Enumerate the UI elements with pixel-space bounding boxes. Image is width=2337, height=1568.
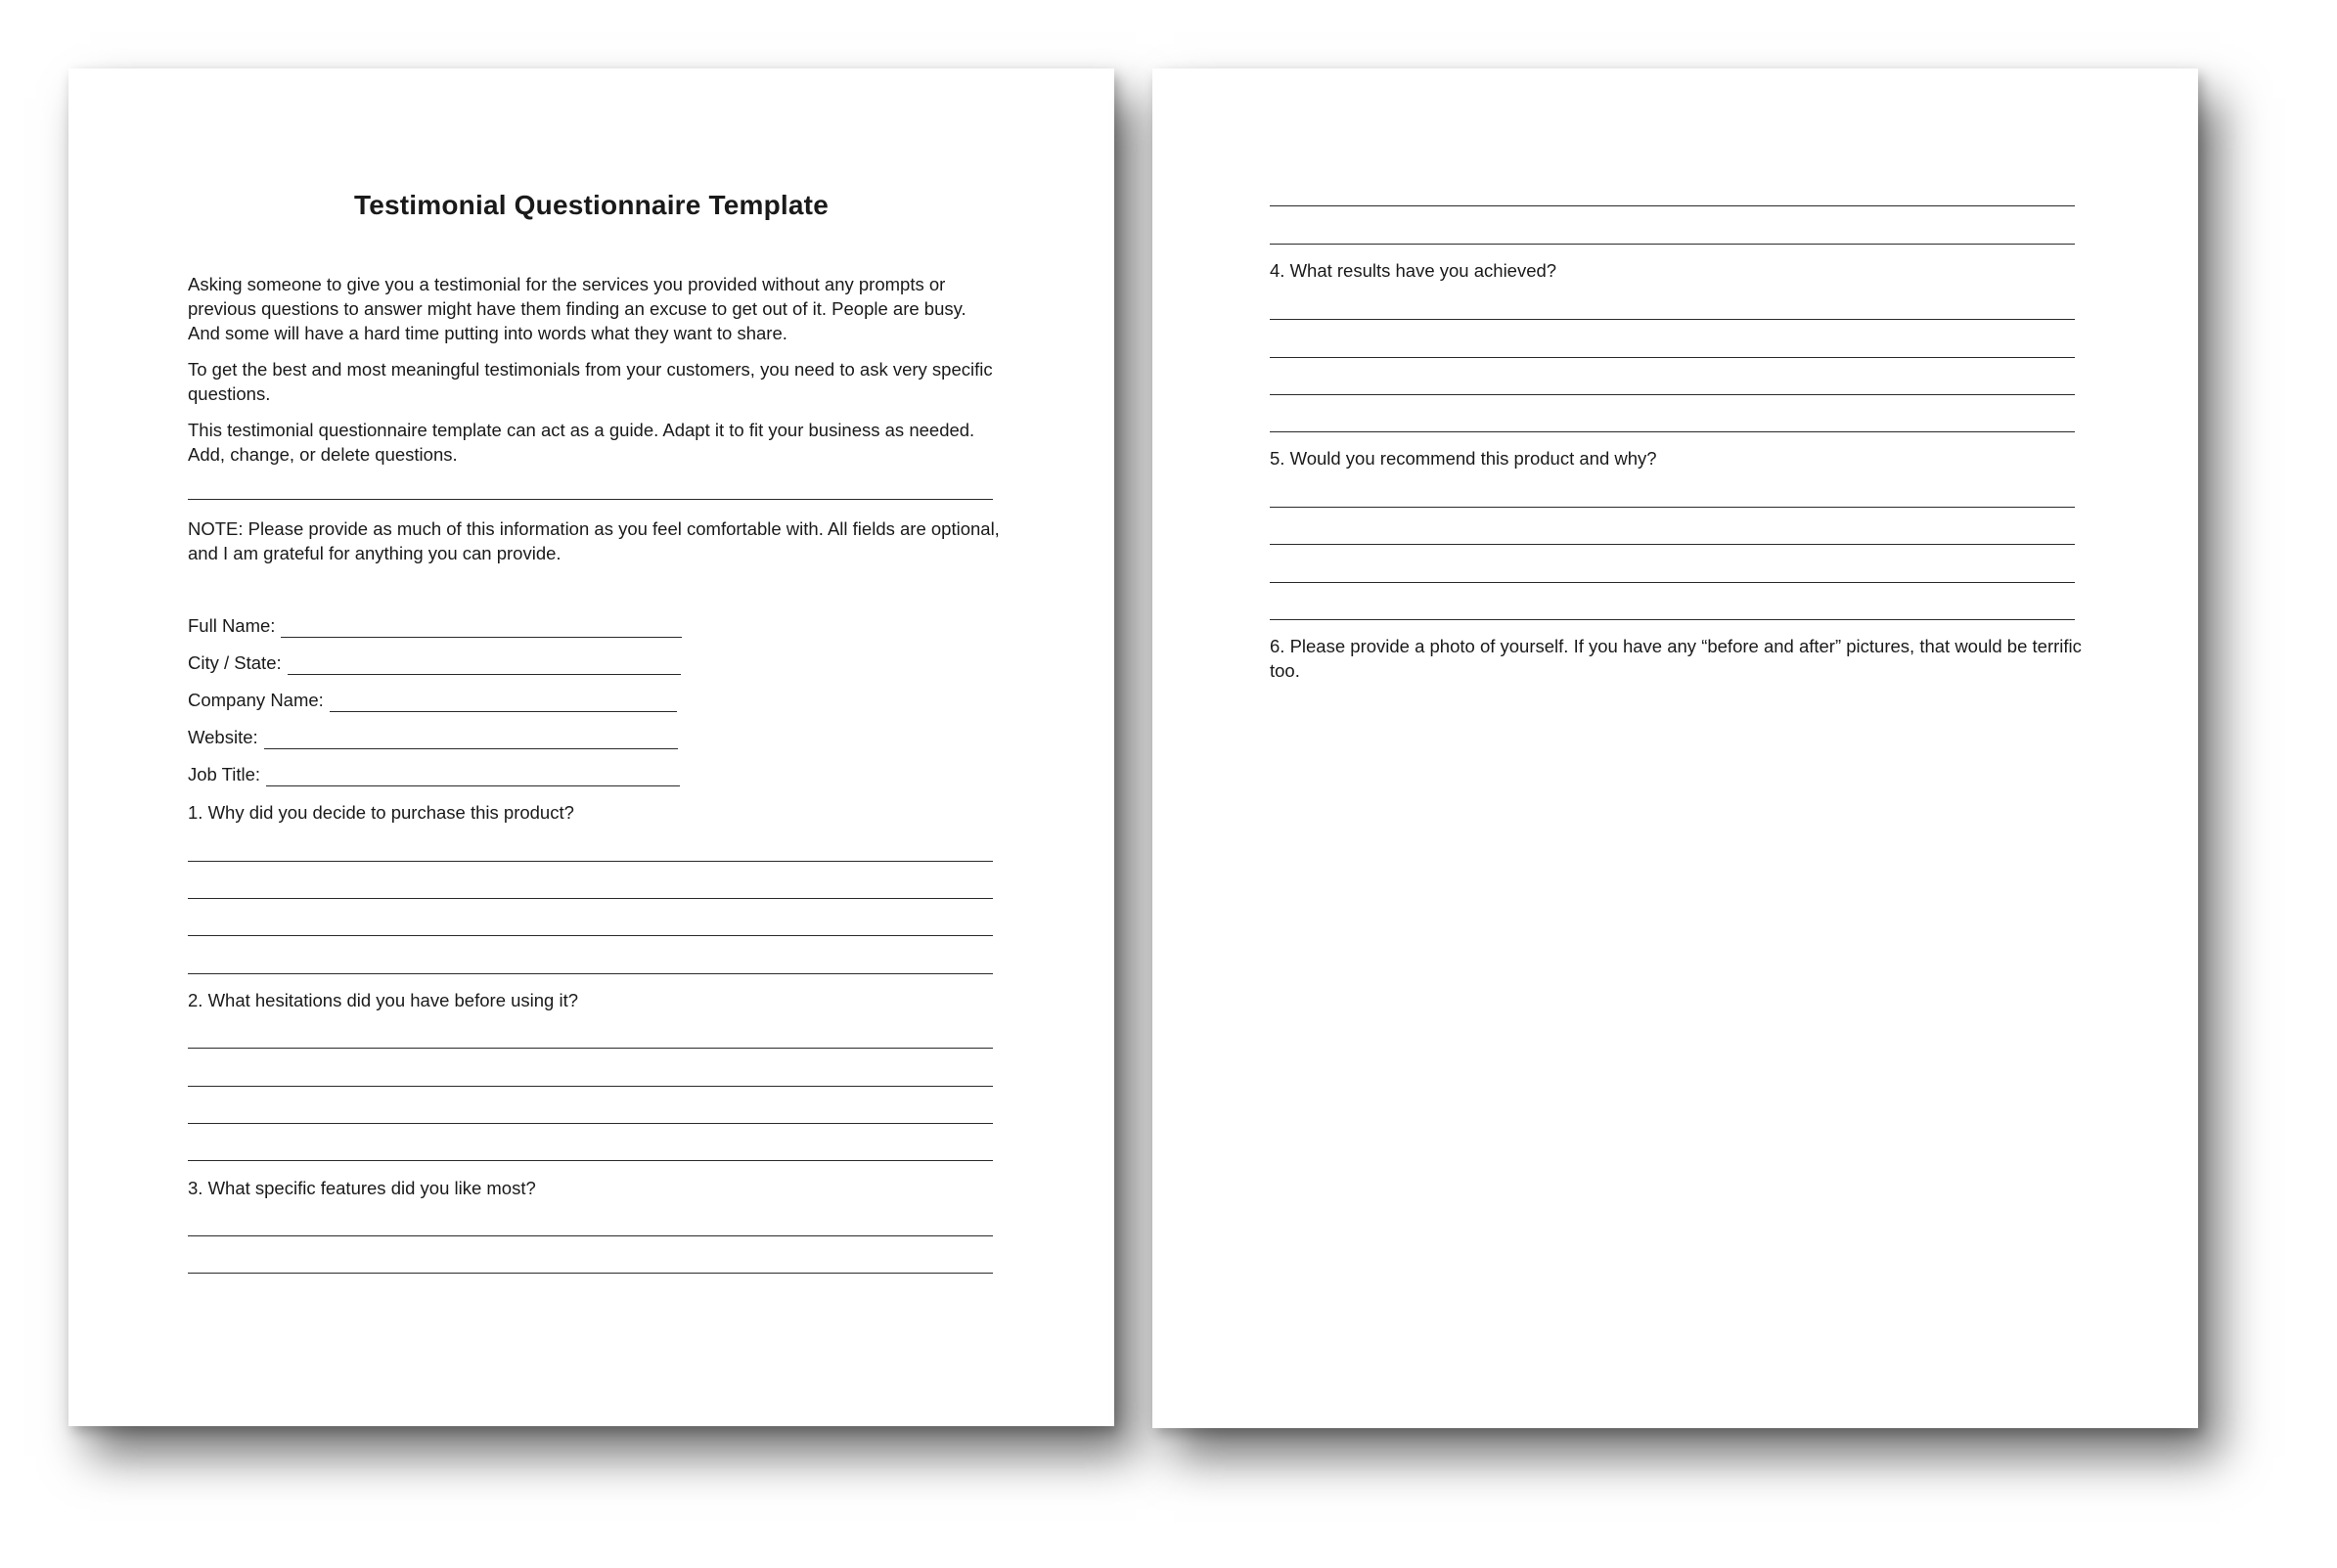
answer-line-q1-2[interactable] (188, 898, 993, 899)
job-title-blank[interactable] (266, 768, 680, 786)
job-title-label: Job Title: (188, 764, 261, 784)
website-label: Website: (188, 727, 258, 747)
answer-line-q3-3[interactable] (1270, 205, 2075, 206)
question-1: 1. Why did you decide to purchase this product? (188, 802, 574, 823)
document-title: Testimonial Questionnaire Template (354, 190, 829, 220)
answer-line-q1-4[interactable] (188, 973, 993, 974)
question-3: 3. What specific features did you like most? (188, 1178, 536, 1198)
job-title-field[interactable] (188, 763, 680, 786)
full-name-blank[interactable] (281, 619, 682, 638)
company-name-field[interactable] (188, 689, 677, 712)
company-name-blank[interactable] (330, 694, 677, 712)
document-page-1 (68, 68, 1114, 1426)
answer-line-q2-4[interactable] (188, 1160, 993, 1161)
website-field[interactable] (188, 726, 678, 749)
city-state-field[interactable] (188, 651, 681, 675)
city-state-blank[interactable] (288, 656, 681, 675)
company-name-label: Company Name: (188, 690, 324, 710)
section-divider (188, 499, 993, 500)
question-2: 2. What hesitations did you have before using it? (188, 990, 579, 1010)
intro-paragraph-2: To get the best and most meaningful testimonials from your customers, you need to ask very specific questions. (188, 359, 993, 404)
answer-line-q2-3[interactable] (188, 1123, 993, 1124)
document-page-2 (1152, 68, 2198, 1428)
answer-line-q4-4[interactable] (1270, 431, 2075, 432)
answer-line-q4-3[interactable] (1270, 394, 2075, 395)
answer-line-q1-3[interactable] (188, 935, 993, 936)
answer-line-q5-4[interactable] (1270, 619, 2075, 620)
city-state-label: City / State: (188, 652, 282, 673)
answer-line-q3-4[interactable] (1270, 244, 2075, 245)
question-6: 6. Please provide a photo of yourself. If you have any “before and after” pictures, that would be terrific too. (1270, 636, 2082, 681)
question-5: 5. Would you recommend this product and why? (1270, 448, 1657, 469)
answer-line-q5-2[interactable] (1270, 544, 2075, 545)
answer-line-q4-2[interactable] (1270, 357, 2075, 358)
answer-line-q3-1[interactable] (188, 1235, 993, 1236)
answer-line-q2-2[interactable] (188, 1086, 993, 1087)
full-name-label: Full Name: (188, 615, 276, 636)
answer-line-q1-1[interactable] (188, 861, 993, 862)
intro-paragraph-1: Asking someone to give you a testimonial for the services you provided without any prompts or previous questions to answer might have them finding an excuse to get out of it. People are busy. And some will have a hard time putting into words what they want to share. (188, 274, 966, 343)
question-4: 4. What results have you achieved? (1270, 260, 1557, 281)
full-name-field[interactable] (188, 614, 682, 638)
answer-line-q3-2[interactable] (188, 1273, 993, 1274)
answer-line-q2-1[interactable] (188, 1048, 993, 1049)
answer-line-q5-3[interactable] (1270, 582, 2075, 583)
answer-line-q5-1[interactable] (1270, 507, 2075, 508)
website-blank[interactable] (264, 731, 678, 749)
answer-line-q4-1[interactable] (1270, 319, 2075, 320)
intro-paragraph-3: This testimonial questionnaire template can act as a guide. Adapt it to fit your business as needed. Add, change, or delete questions. (188, 420, 975, 465)
note-text: NOTE: Please provide as much of this information as you feel comfortable with. All fields are optional, and I am grateful for anything you can provide. (188, 518, 1000, 563)
